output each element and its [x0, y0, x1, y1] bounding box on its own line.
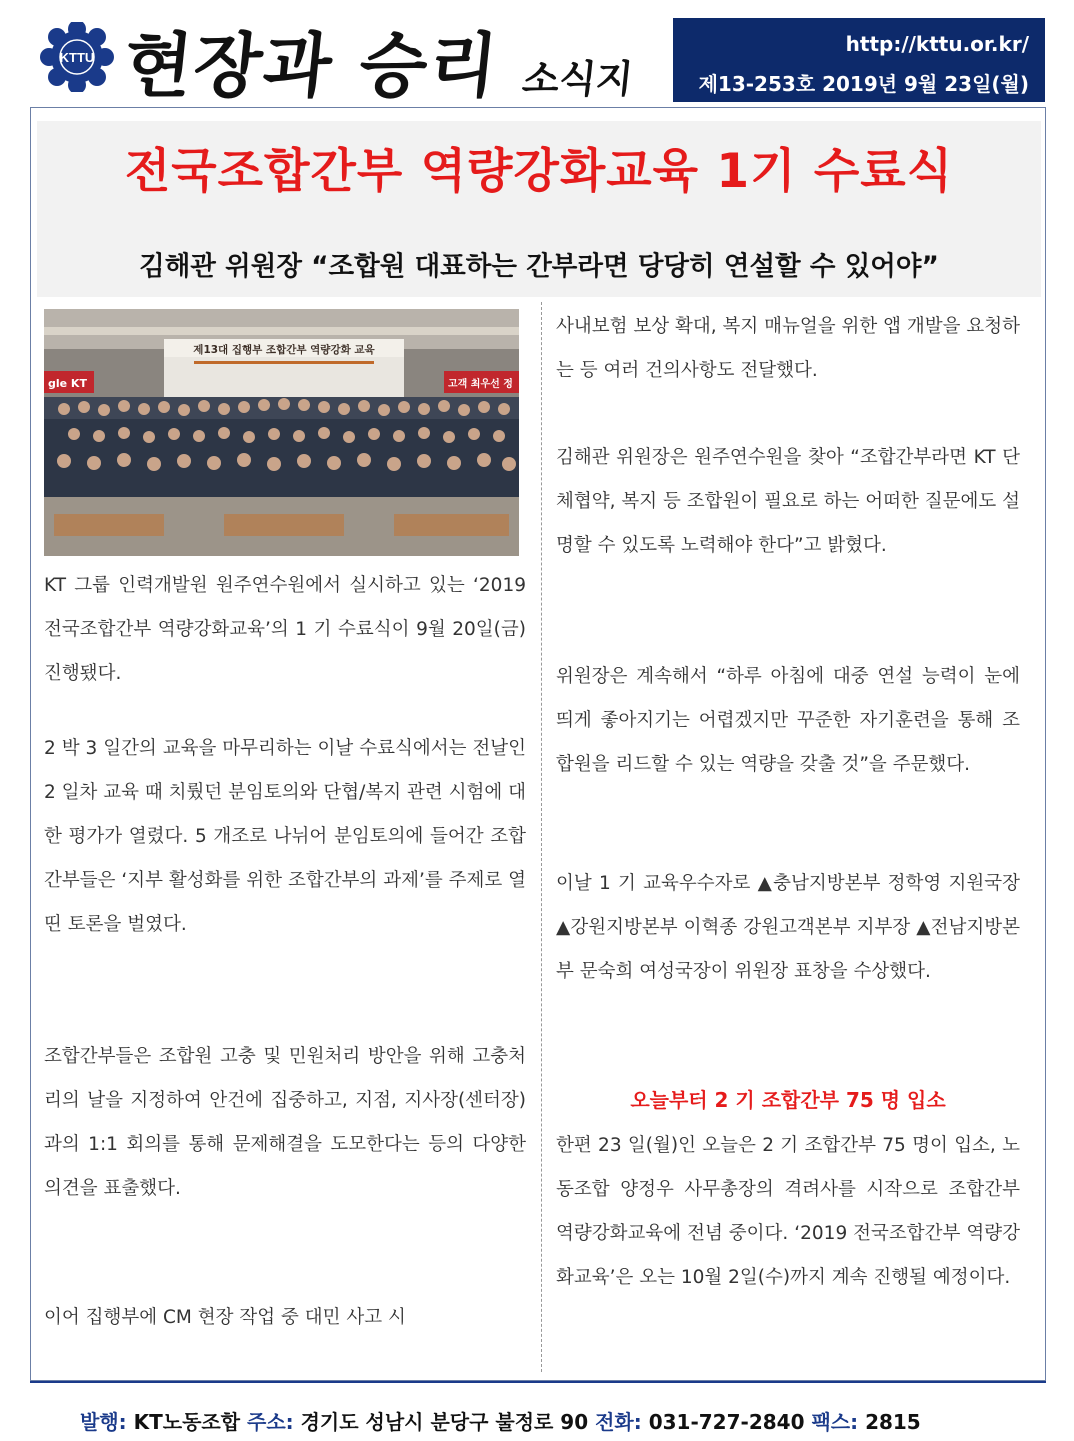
article-paragraph: 2 박 3 일간의 교육을 마무리하는 이날 수료식에서는 전날인 2 일차 교육 때 치뤘던 분임토의와 단협/복지 관련 시험에 대한 평가가 열렸다. 5 개조로 나뉘어 분임토의에 들어간 조합간부들은 ‘지부 활성화를 위한 조합간부의 과제’를 주제로 열띤 토론을 벌였다. — [44, 738, 526, 935]
publisher-label: 발행: — [80, 1410, 127, 1434]
article-paragraph: 사내보험 보상 확대, 복지 매뉴얼을 위한 앱 개발을 요청하는 등 여러 건의사항도 전달했다. — [556, 316, 1020, 381]
section-subhead: 오늘부터 2 기 조합간부 75 명 입소 — [630, 1088, 946, 1112]
subheadline: 김해관 위원장 “조합원 대표하는 간부라면 당당히 연설할 수 있어야” — [139, 251, 939, 282]
group-photo-illustration — [44, 309, 519, 556]
footer-contact — [80, 1406, 921, 1435]
column-divider — [541, 302, 542, 1372]
masthead-subtitle: 소식지 — [520, 56, 636, 101]
address-label: 주소: — [247, 1410, 294, 1434]
svg-text:gle KT: gle KT — [48, 377, 87, 390]
article-paragraph: 위원장은 계속해서 “하루 아침에 대중 연설 능력이 눈에 띄게 좋아지기는 어렵겠지만 꾸준한 자기훈련을 통해 조합원을 리드할 수 있는 역량을 갖출 것”을 주문했다. — [556, 666, 1020, 775]
address-value: 경기도 성남시 분당구 불정로 90 — [300, 1410, 589, 1434]
group-photo — [44, 309, 519, 556]
phone-label: 전화: — [595, 1410, 642, 1434]
issue-number-date: 제13-253호 2019년 9월 23일(월) — [698, 72, 1029, 96]
article-paragraph: 김해관 위원장은 원주연수원을 찾아 “조합간부라면 KT 단체협약, 복지 등 조합원이 필요로 하는 어떠한 질문에도 설명할 수 있도록 노력해야 한다”고 밝혔다. — [556, 447, 1020, 556]
svg-text:고객 최우선 정: 고객 최우선 정 — [448, 379, 513, 390]
article-paragraph: KT 그룹 인력개발원 원주연수원에서 실시하고 있는 ‘2019 전국조합간부 역량강화교육’의 1 기 수료식이 9월 20일(금) 진행됐다. — [44, 575, 526, 684]
article-paragraph: 이어 집행부에 CM 현장 작업 중 대민 사고 시 — [44, 1307, 406, 1328]
masthead-title: 현장과 승리 — [120, 24, 504, 107]
svg-text:KTTU: KTTU — [59, 50, 95, 65]
kttu-logo-graphic — [35, 22, 119, 92]
headline: 전국조합간부 역량강화교육 1기 수료식 — [124, 144, 954, 199]
article-paragraph: 이날 1 기 교육우수자로 ▲충남지방본부 정학영 지원국장 ▲강원지방본부 이혁종 강원고객본부 지부장 ▲전남지방본부 문숙희 여성국장이 위원장 표창을 수상했다. — [556, 873, 1020, 982]
article-paragraph: 한편 23 일(월)인 오늘은 2 기 조합간부 75 명이 입소, 노동조합 양정우 사무총장의 격려사를 시작으로 조합간부 역량강화교육에 전념 중이다. ‘2019 전국조합간부 역량강화교육’은 오는 10월 2일(수)까지 계속 진행될 예정이다. — [556, 1135, 1020, 1288]
website-url[interactable]: http://kttu.or.kr/ — [845, 32, 1029, 56]
issue-info-box — [673, 18, 1045, 102]
article-paragraph: 조합간부들은 조합원 고충 및 민원처리 방안을 위해 고충처리의 날을 지정하여 안건에 집중하고, 지점, 지사장(센터장)과의 1:1 회의를 통해 문제해결을 도모한다는 등의 다양한 의견을 표출했다. — [44, 1046, 526, 1199]
masthead — [35, 10, 1045, 107]
kttu-logo — [35, 22, 119, 92]
phone-value: 031-727-2840 — [648, 1410, 805, 1434]
fax-value: 2815 — [865, 1410, 921, 1434]
publisher-value: KT노동조합 — [133, 1410, 241, 1434]
footer-rule — [30, 1381, 1046, 1383]
svg-text:제13대 집행부 조합간부 역량강화 교육: 제13대 집행부 조합간부 역량강화 교육 — [193, 344, 375, 356]
fax-label: 팩스: — [811, 1410, 859, 1434]
